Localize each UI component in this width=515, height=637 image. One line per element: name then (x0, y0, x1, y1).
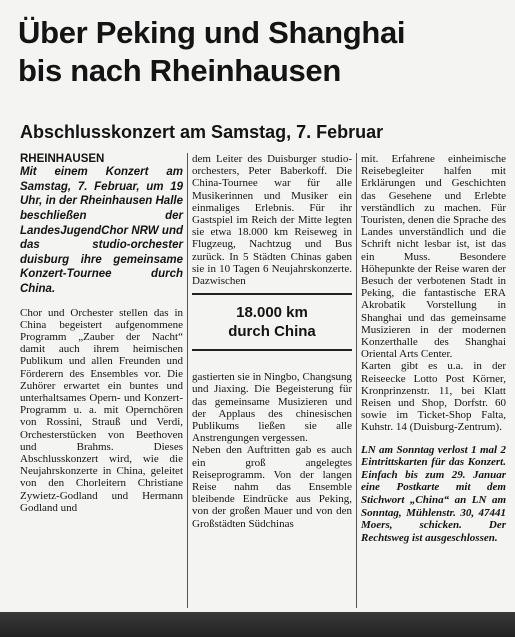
body-paragraph-3: gastierten sie in Ningbo, Changsung und Jiaxing. Die Begeisterung für das gemeinsame Musizieren und der Applaus des chinesischen Publikums ließen sie alle Anstrengungen vergessen. (192, 371, 352, 445)
article-column-1 (20, 153, 183, 514)
article-column-2 (192, 153, 352, 530)
headline (18, 14, 508, 90)
ticket-info: Karten gibt es u.a. in der Reiseecke Lotto Post Körner, Kronprinzenstr. 11, bei Klatt Reisen und Shop, Dorfstr. 60 sowie im Ticket-Shop Falta, Kuhstr. 14 (Duisburg-Zentrum). (361, 360, 506, 434)
body-paragraph-5: mit. Erfahrene einheimische Reisebegleiter halfen mit Erklärungen und Geschichten das Gesehene und Erlebte verständlich zu machen. Für Touristen, denen die Sprache des Landes unverständlich und die Schrift nicht lesbar ist, ist das ein Muss. Besondere Höhepunkte der Reise waren der Besuch der verbotenen Stadt in Peking, die fantastische ERA Akrobatik Vorstellung in Shanghai und das gemeinsame Musizieren in der modernen Konzerthalle des Shanghai Oriental Arts Center. (361, 153, 506, 361)
body-paragraph-4: Neben den Auftritten gab es auch ein groß angelegtes Reiseprogramm. Von der langen Reise nahm das Ensemble bleibende Eindrücke aus Peking, von der großen Mauer und von den Großstädten Südchinas (192, 444, 352, 530)
lead-paragraph (20, 153, 183, 297)
article-column-3 (361, 153, 506, 544)
concert-photo (0, 612, 515, 637)
highlight-box-line-1: 18.000 km (236, 304, 308, 322)
headline-line-1: Über Peking und Shanghai (18, 15, 406, 50)
column-divider-1 (187, 153, 188, 608)
headline-line-2: bis nach Rheinhausen (18, 53, 342, 88)
lead-text: Mit einem Konzert am Samstag, 7. Februar, um 19 Uhr, in der Rheinhausen Halle beschließen der LandesJugendChor NRW und das studio-orchester duisburg ihre gemeinsame Konzert-Tournee durch China. (20, 166, 183, 295)
subheadline: Abschlusskonzert am Samstag, 7. Februar (20, 122, 384, 142)
highlight-box-line-2: durch China (228, 323, 316, 341)
highlight-box (192, 293, 352, 351)
body-paragraph-1: Chor und Orchester stellen das in China begeistert aufgenommene Programm „Zauber der Nacht“ damit auch ihrem heimischen Publikum und allen Freunden und Förderern des Ensembles vor. Die Zuhörer erwartet ein buntes und unterhaltsames Opern- und Konzert-Programm u. a. mit Opernchören von Rossini, Strauß und Verdi, Orchesterstücken von Beethoven und Brahms. Dieses Abschlusskonzert wird, wie die Neujahrskonzerte in China, geleitet von den Chorleitern Christiane Zywietz-Godland und Hermann Godland und (20, 306, 183, 514)
dateline: RHEINHAUSEN (20, 153, 105, 165)
body-paragraph-2: dem Leiter des Duisburger studio-orchesters, Peter Baberkoff. Die China-Tournee war für alle Musikerinnen und Musiker ein einmaliges Erlebnis. Für ihr Gastspiel im Reich der Mitte legten sie etwa 18.000 km Reiseweg in Flugzeug, Nachtzug und Bus zurück. In 5 Städten Chinas gaben sie in 10 Tagen 6 Neujahrskonzerte. Dazwischen (192, 153, 352, 288)
giveaway-notice: LN am Sonntag verlost 1 mal 2 Eintrittskarten für das Konzert. Einfach bis zum 29. Januar eine Postkarte mit dem Stichwort „China“ an LN am Sonntag, Mühlenstr. 30, 47441 Moers, schicken. Der Rechtsweg ist ausgeschlossen. (361, 443, 506, 544)
column-divider-2 (356, 153, 357, 608)
